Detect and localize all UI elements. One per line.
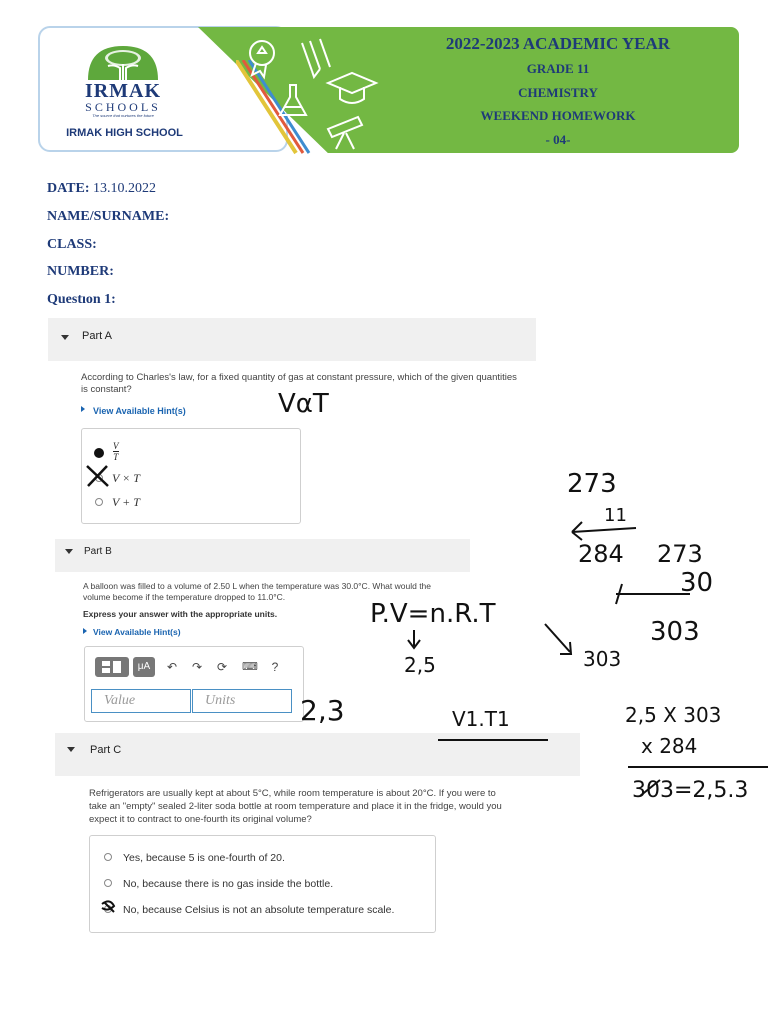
hw-30: 30 [680, 568, 714, 598]
hw-underline [616, 584, 690, 604]
option-v-times-t[interactable]: V × T [112, 471, 140, 485]
hw-273: 273 [567, 469, 617, 499]
part-c-option-2[interactable]: No, because there is no gas inside the bottle. [123, 878, 334, 890]
help-icon[interactable]: ? [271, 660, 279, 674]
hw-arrow-down [408, 630, 420, 648]
part-a-hint-link[interactable]: View Available Hint(s) [93, 406, 186, 416]
part-c-option-1[interactable]: Yes, because 5 is one-fourth of 20. [123, 852, 285, 864]
hw-calc-bottom: 303=2,5.3 [632, 778, 749, 803]
homework-number: - 04- [545, 132, 571, 147]
hw-selected-mark [102, 901, 114, 912]
part-b-title: Part B [84, 546, 112, 557]
hw-11: 11 [604, 505, 627, 526]
units-button[interactable]: μA [133, 657, 155, 677]
date-value: 13.10.2022 [93, 181, 157, 196]
logo-main-text: IRMAK [84, 80, 162, 102]
units-input[interactable]: Units [192, 689, 292, 713]
class-label: CLASS: [47, 237, 97, 252]
part-c-question-2: take an "empty" sealed 2-liter soda bottle at room temperature and place it in the fridge, would you [89, 801, 502, 812]
logo-sub-text: SCHOOLS [85, 100, 161, 114]
name-label: NAME/SURNAME: [47, 209, 170, 224]
part-b-question-2: volume become if the temperature dropped to 11.0°C. [83, 592, 286, 602]
part-c-question-1: Refrigerators are usually kept at about 5°C, while room temperature is about 20°C. If you were to [89, 788, 496, 799]
logo-tagline: The source that nurtures the future [92, 113, 154, 118]
hw-calc-mid: x 284 [641, 734, 698, 758]
part-b-question-1: A balloon was filled to a volume of 2.50 L when the temperature was 30.0°C. What would the [83, 581, 432, 591]
hw-calc-top: 2,5 X 303 [625, 703, 722, 727]
hw-273b: 273 [657, 540, 703, 568]
hw-cross-mark [87, 466, 108, 486]
part-a-title: Part A [82, 330, 112, 342]
school-name: IRMAK HIGH SCHOOL [66, 127, 183, 139]
hw-303b: 303 [583, 647, 622, 671]
part-b-hint-link[interactable]: View Available Hint(s) [93, 627, 181, 637]
part-b-instruction: Express your answer with the appropriate units. [83, 609, 278, 619]
academic-year: 2022-2023 ACADEMIC YEAR [445, 34, 671, 53]
question-label: Questıon 1: [47, 292, 116, 307]
hw-v-prop-t: VαT [278, 389, 329, 419]
part-c-option-3[interactable]: No, because Celsius is not an absolute temperature scale. [123, 904, 395, 916]
part-c-question-3: expect it to contract to one-fourth its original volume? [89, 814, 312, 825]
hw-v1-t1: V1.T1 [452, 707, 510, 731]
hw-284: 284 [578, 540, 624, 568]
hw-ideal-gas-law: P.V=n.R.T [370, 599, 496, 629]
subject-label: CHEMISTRY [518, 85, 598, 100]
part-c-title: Part C [90, 744, 122, 756]
hw-answer: 2,3 [300, 694, 345, 727]
date-label: DATE: [47, 181, 90, 196]
hw-303: 303 [650, 617, 700, 647]
hw-2-5: 2,5 [404, 653, 436, 677]
undo-icon[interactable]: ↶ [166, 660, 178, 674]
option-v-plus-t[interactable]: V + T [112, 495, 140, 509]
homework-label: WEEKEND HOMEWORK [480, 108, 636, 123]
value-input[interactable]: Value [91, 689, 191, 713]
redo-icon[interactable]: ↷ [191, 660, 203, 674]
grade-label: GRADE 11 [526, 61, 590, 76]
number-label: NUMBER: [47, 264, 114, 279]
keyboard-icon[interactable]: ⌨ [242, 661, 258, 673]
reset-icon[interactable]: ⟳ [216, 660, 228, 674]
hw-arrow-diag [545, 624, 571, 654]
option-v-over-t[interactable]: V T [113, 441, 119, 462]
part-a-question: According to Charles's law, for a fixed quantity of gas at constant pressure, which of the given quantities is constant? [81, 372, 517, 395]
